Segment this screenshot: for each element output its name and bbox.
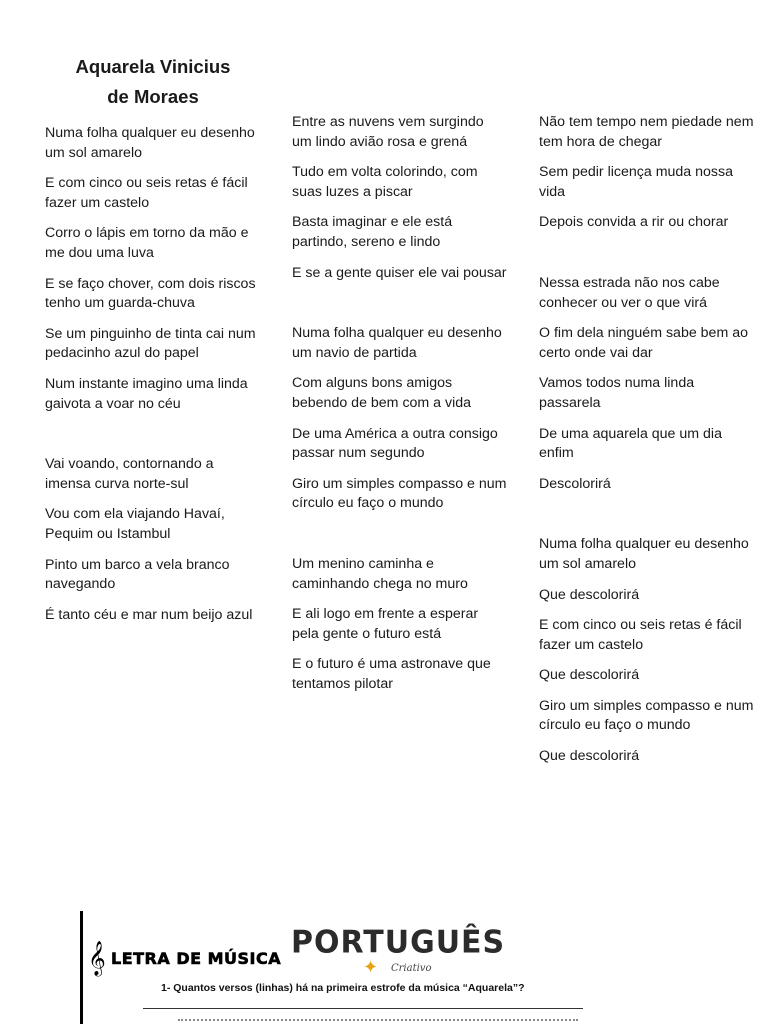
lyric-verse: E o futuro é uma astronave que tentamos pilotar <box>292 656 491 692</box>
title-line-2: de Moraes <box>107 86 199 107</box>
lyric-verse: E com cinco ou seis retas é fácil fazer um castelo <box>539 617 742 653</box>
stanza-break <box>45 425 260 455</box>
title-line-1: Aquarela Vinicius <box>75 56 231 77</box>
page-title <box>44 52 262 112</box>
lyric-verse: E se faço chover, com dois riscos tenho um guarda-chuva <box>45 275 256 312</box>
letra-de-musica-label: LETRA DE MÚSICA <box>111 949 282 968</box>
lyric-verse: Giro um simples compasso e num círculo eu faço o mundo <box>539 697 754 734</box>
lyric-verse: Numa folha qualquer eu desenho um navio de partida <box>292 325 502 361</box>
stanza-break <box>292 525 507 555</box>
question-1: 1- Quantos versos (linhas) há na primeira estrofe da música “Aquarela”? <box>161 982 525 994</box>
star-icon: ✦ <box>363 957 379 977</box>
lyric-verse: Descolorirá <box>539 475 611 492</box>
lyric-verse: Nessa estrada não nos cabe conhecer ou ver o que virá <box>539 274 720 311</box>
brand-subtitle: Criativo <box>391 963 432 974</box>
lyric-verse: De uma aquarela que um dia enfim <box>539 425 722 462</box>
lyric-verse: Que descolorirá <box>539 748 640 765</box>
stanza-break <box>539 244 754 274</box>
stanza-break <box>292 294 507 324</box>
lyric-verse: Vamos todos numa linda passarela <box>539 375 695 411</box>
brand-logo: PORTUGUÊS <box>291 924 506 961</box>
answer-dots <box>178 1019 578 1026</box>
lyric-verse: Sem pedir licença muda nossa vida <box>539 164 733 200</box>
answer-line <box>143 1008 583 1009</box>
lyrics-column-1 <box>45 124 260 636</box>
lyric-verse: Depois convida a rir ou chorar <box>539 214 729 231</box>
lyric-verse: De uma América a outra consigo passar num segundo <box>292 425 498 462</box>
lyric-verse: Entre as nuvens vem surgindo um lindo avião rosa e grená <box>292 114 484 150</box>
lyric-verse: Numa folha qualquer eu desenho um sol amarelo <box>45 125 255 161</box>
lyric-verse: Pinto um barco a vela branco navegando <box>45 556 230 593</box>
lyric-verse: É tanto céu e mar num beijo azul <box>45 606 253 623</box>
lyric-verse: Num instante imagino uma linda gaivota a voar no céu <box>45 375 248 412</box>
lyric-verse: O fim dela ninguém sabe bem ao certo onde vai dar <box>539 325 748 361</box>
lyric-verse: E ali logo em frente a esperar pela gente o futuro está <box>292 606 479 642</box>
lyrics-column-2 <box>292 113 507 705</box>
treble-clef-icon: 𝄞 <box>88 941 106 976</box>
lyric-verse: Se um pinguinho de tinta cai num pedacinho azul do papel <box>45 325 256 362</box>
stanza-break <box>539 505 754 535</box>
lyric-verse: Corro o lápis em torno da mão e me dou uma luva <box>45 225 249 261</box>
lyric-verse: Não tem tempo nem piedade nem tem hora de chegar <box>539 114 754 150</box>
lyrics-column-3 <box>539 113 754 778</box>
worksheet-banner <box>80 911 768 1024</box>
lyric-verse: E com cinco ou seis retas é fácil fazer um castelo <box>45 175 248 211</box>
lyric-verse: Com alguns bons amigos bebendo de bem com a vida <box>292 375 472 411</box>
lyric-verse: E se a gente quiser ele vai pousar <box>292 264 507 281</box>
lyric-verse: Giro um simples compasso e num círculo eu faço o mundo <box>292 475 507 512</box>
lyric-verse: Numa folha qualquer eu desenho um sol amarelo <box>539 536 749 572</box>
lyric-verse: Basta imaginar e ele está partindo, sereno e lindo <box>292 214 453 250</box>
lyric-verse: Que descolorirá <box>539 586 640 603</box>
lyric-verse: Que descolorirá <box>539 667 640 684</box>
lyric-verse: Vou com ela viajando Havaí, Pequim ou Istambul <box>45 506 225 542</box>
lyric-verse: Tudo em volta colorindo, com suas luzes a piscar <box>292 164 478 200</box>
lyric-verse: Um menino caminha e caminhando chega no muro <box>292 555 468 592</box>
lyric-verse: Vai voando, contornando a imensa curva norte-sul <box>45 456 214 492</box>
